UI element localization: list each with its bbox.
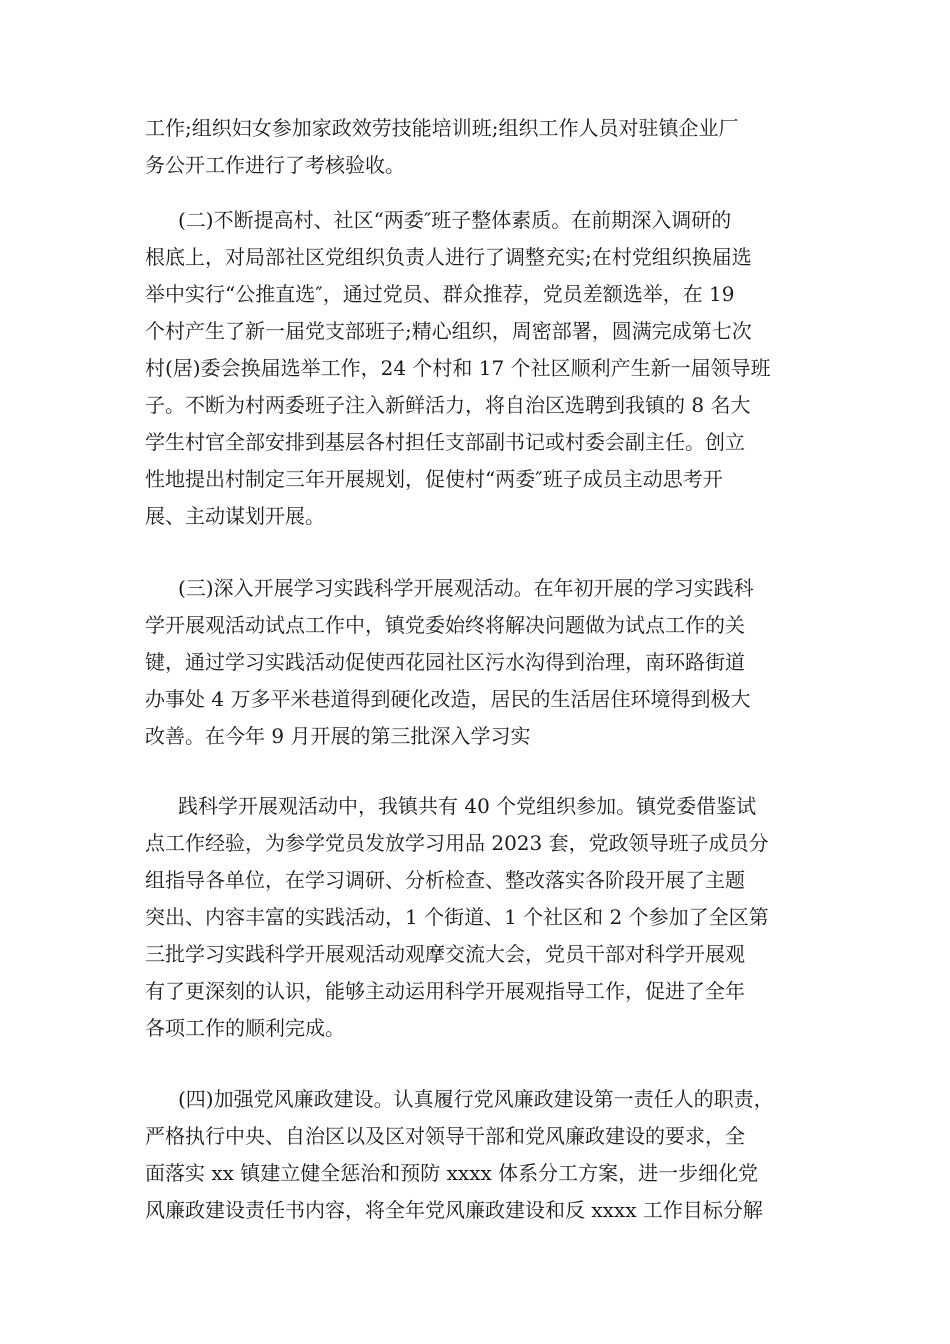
text-line: 突出、内容丰富的实践活动，1 个街道、1 个社区和 2 个参加了全区第 xyxy=(145,905,769,929)
text-line: 各项工作的顺利完成。 xyxy=(145,1016,345,1040)
text-line: 性地提出村制定三年开展规划，促使村“两委″班子成员主动思考开 xyxy=(145,467,723,491)
text-line: (四)加强党风廉政建设。认真履行党风廉政建设第一责任人的职责， xyxy=(178,1087,774,1111)
text-line: 办事处 4 万多平米巷道得到硬化改造，居民的生活居住环境得到极大 xyxy=(145,687,751,711)
paragraph-4 xyxy=(145,788,815,1047)
text-line: 村(居)委会换届选举工作，24 个村和 17 个社区顺利产生新一届领导班 xyxy=(145,356,771,380)
text-line: (二)不断提高村、社区“两委″班子整体素质。在前期深入调研的 xyxy=(178,208,732,232)
text-line: 点工作经验，为参学党员发放学习用品 2023 套，党政领导班子成员分 xyxy=(145,831,769,855)
text-line: 风廉政建设责任书内容，将全年党风廉政建设和反 xxxx 工作目标分解 xyxy=(145,1198,763,1222)
text-line: 改善。在今年 9 月开展的第三批深入学习实 xyxy=(145,724,531,748)
paragraph-1 xyxy=(145,110,815,184)
text-line: 严格执行中央、自治区以及区对领导干部和党风廉政建设的要求，全 xyxy=(145,1124,745,1148)
text-line: 组指导各单位，在学习调研、分析检查、整改落实各阶段开展了主题 xyxy=(145,868,745,892)
text-line: 学生村官全部安排到基层各村担任支部副书记或村委会副主任。创立 xyxy=(145,430,745,454)
text-line: (三)深入开展学习实践科学开展观活动。在年初开展的学习实践科 xyxy=(178,576,754,600)
text-line: 有了更深刻的认识，能够主动运用科学开展观指导工作，促进了全年 xyxy=(145,979,745,1003)
text-line: 展、主动谋划开展。 xyxy=(145,504,325,528)
text-line: 个村产生了新一届党支部班子;精心组织，周密部署，圆满完成第七次 xyxy=(145,319,752,343)
text-line: 工作;组织妇女参加家政效劳技能培训班;组织工作人员对驻镇企业厂 xyxy=(145,116,739,140)
text-line: 子。不断为村两委班子注入新鲜活力，将自治区选聘到我镇的 8 名大 xyxy=(145,393,751,417)
text-line: 践科学开展观活动中，我镇共有 40 个党组织参加。镇党委借鉴试 xyxy=(178,794,757,818)
paragraph-2 xyxy=(145,202,815,535)
text-line: 键，通过学习实践活动促使西花园社区污水沟得到治理，南环路街道 xyxy=(145,650,745,674)
text-line: 面落实 xx 镇建立健全惩治和预防 xxxx 体系分工方案，进一步细化党 xyxy=(145,1161,759,1185)
text-line: 务公开工作进行了考核验收。 xyxy=(145,153,405,177)
text-line: 学开展观活动试点工作中，镇党委始终将解决问题做为试点工作的关 xyxy=(145,613,745,637)
text-line: 三批学习实践科学开展观活动观摩交流大会，党员干部对科学开展观 xyxy=(145,942,745,966)
paragraph-5 xyxy=(145,1081,815,1229)
text-line: 根底上，对局部社区党组织负责人进行了调整充实;在村党组织换届选 xyxy=(145,245,752,269)
text-line: 举中实行“公推直选″，通过党员、群众推荐，党员差额选举，在 19 xyxy=(145,282,735,306)
paragraph-3 xyxy=(145,570,815,755)
